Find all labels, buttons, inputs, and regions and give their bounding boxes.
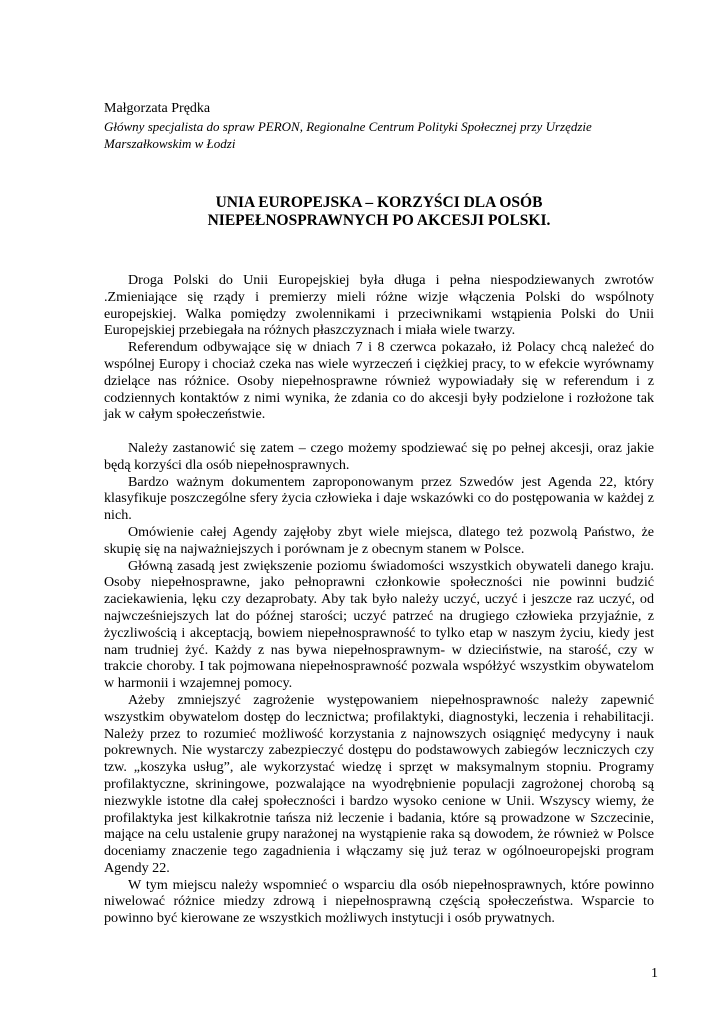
body-paragraph: Referendum odbywające się w dniach 7 i 8 czerwca pokazało, iż Polacy chcą należeć do wspólnej Europy i chociaż czeka nas wiele wyrzeczeń i ciężkiej pracy, to w efekcie wyrównamy dzielące nas różnice. Osoby niepełnosprawne również wypowiadały się w referendum i z codziennych kontaktów z nimi wynika, że zdania co do akcesji były podzielone i rozłożone tak jak w całym społeczeństwie.	[104, 339, 654, 423]
document-title	[104, 194, 654, 230]
body-paragraph: W tym miejscu należy wspomnieć o wsparciu dla osób niepełnosprawnych, które powinno niwelować różnice miedzy zdrową i niepełnosprawną częścią społeczeństwa. Wsparcie to powinno być kierowane ze wszystkich możliwych instytucji i osób prywatnych.	[104, 876, 654, 927]
title-line-1: UNIA EUROPEJSKA – KORZYŚCI DLA OSÓB	[215, 194, 543, 211]
body-paragraph: Omówienie całej Agendy zajęłoby zbyt wiele miejsca, dlatego też pozwolą Państwo, że skupię się na najważniejszych i porównam je z obecnym stanem w Polsce.	[104, 523, 654, 557]
body-paragraph: Należy zastanowić się zatem – czego możemy spodziewać się po pełnej akcesji, oraz jakie będą korzyści dla osób niepełnosprawnych.	[104, 439, 654, 473]
author-name: Małgorzata Prędka	[104, 101, 211, 116]
body-paragraph: Główną zasadą jest zwiększenie poziomu świadomości wszystkich obywateli danego kraju. Osoby niepełnosprawne, jako pełnoprawni członkowie społeczności nie powinni budzić zaciekawienia, lęku czy dezaprobaty. Aby tak było należy uczyć, uczyć i jeszcze raz uczyć, od najwcześniejszych lat do późnej starości; uczyć patrzeć na drugiego człowieka przyjaźnie, z życzliwością i akceptacją, bowiem niepełnosprawność to tylko etap w naszym życiu, kiedy jest nam trudniej żyć. Każdy z nas bywa niepełnosprawnym- w dzieciństwie, na starość, czy w trakcie choroby. I tak pojmowana niepełnosprawność pozwala współżyć wszystkim obywatelom w harmonii i wzajemnej pomocy.	[104, 557, 654, 692]
paragraph-spacer	[104, 423, 654, 440]
title-line-2: NIEPEŁNOSPRAWNYCH PO AKCESJI POLSKI.	[207, 212, 551, 229]
document-body	[104, 272, 654, 927]
body-paragraph: Droga Polski do Unii Europejskiej była długa i pełna niespodziewanych zwrotów .Zmieniające się rządy i premierzy mieli różne wizje włączenia Polski do wspólnoty europejskiej. Walka pomiędzy zwolennikami i przeciwnikami wstąpienia Polski do Unii Europejskiej przebiegała na różnych płaszczyznach i miała wiele twarzy.	[104, 272, 654, 339]
author-affiliation: Główny specjalista do spraw PERON, Regionalne Centrum Polityki Społecznej przy Urzędzie Marszałkowskim w Łodzi	[104, 119, 592, 151]
page-number: 1	[651, 966, 658, 981]
body-paragraph: Ażeby zmniejszyć zagrożenie występowaniem niepełnosprawnośc należy zapewnić wszystkim obywatelom dostęp do lecznictwa; profilaktyki, diagnostyki, leczenia i rehabilitacji. Należy przez to rozumieć możliwość korzystania z najnowszych osiągnięć medycyny i nauk pokrewnych. Nie wystarczy zabezpieczyć dostępu do podstawowych zabiegów leczniczych czy tzw. „koszyka usług”, ale wykorzystać wiedzę i sprzęt w maksymalnym stopniu. Programy profilaktyczne, skriningowe, pozwalające na wyodrębnienie populacji zagrożonej chorobą są niezwykle istotne dla całej społeczności i bardzo wysoko cenione w Unii. Wszyscy wiemy, że profilaktyka jest kilkakrotnie tańsza niż leczenie i badania, które są prowadzone w Szczecinie, mające na celu ustalenie grupy narażonej na wystąpienie raka są dowodem, że również w Polsce doceniamy znaczenie tego zagadnienia i włączamy się już teraz w ogólnoeuropejski program Agendy 22.	[104, 691, 654, 876]
body-paragraph: Bardzo ważnym dokumentem zaproponowanym przez Szwedów jest Agenda 22, który klasyfikuje poszczególne sfery życia człowieka i daje wskazówki co do postępowania w każdej z nich.	[104, 473, 654, 524]
